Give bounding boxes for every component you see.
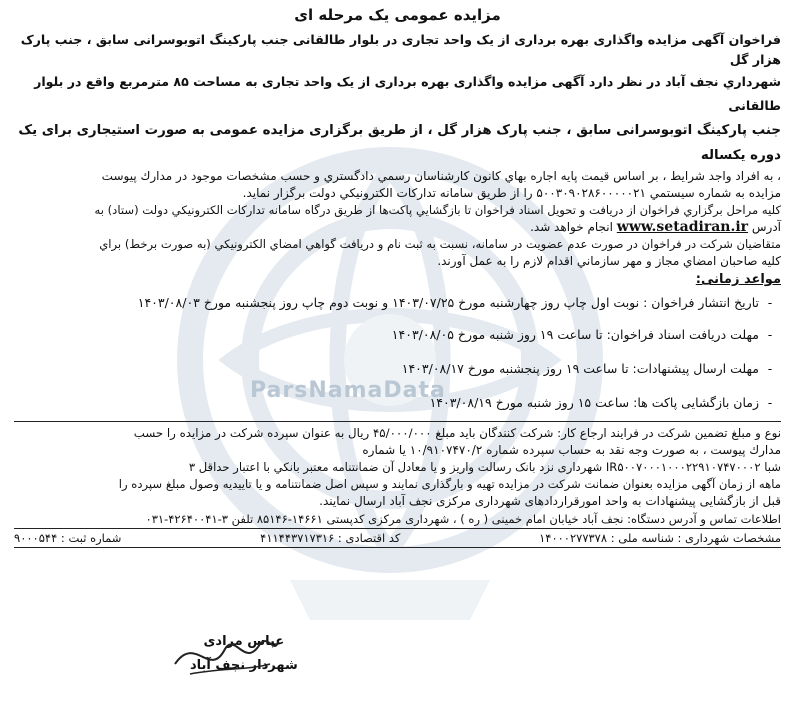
bullet-dash: - bbox=[767, 360, 773, 376]
guarantee-line-5: قبل از بازگشایی پیشنهادات به واحد امورقراردادهای شهرداری مرکزی نجف آباد ارسال نمایند. bbox=[319, 494, 781, 508]
signature-block bbox=[190, 630, 298, 678]
headline-line-3: جنب پارکینگ اتوبوسرانی سابق ، جنب پارک هزار گل ، از طریق برگزاری مزایده عمومی به صورت استیجاری برای یک دوره یکساله bbox=[18, 123, 781, 163]
headline-line-5: مزایده به شماره سيستمي ۵۰۰۳۰۹۰۲۸۶۰۰۰۰۰۲۱ را از طريق سامانه تداركات الكترونيكي دولت برگزار نمايد. bbox=[242, 186, 781, 200]
signer-role: شهردار نجف آباد bbox=[190, 658, 298, 673]
timing-item-text: مهلت دریافت اسناد فراخوان: تا ساعت ۱۹ روز شنبه مورخ ۱۴۰۳/۰۸/۰۵ bbox=[391, 326, 759, 342]
body-para-1-line-2 bbox=[14, 219, 781, 236]
contact-address: اطلاعات تماس و آدرس دستگاه: نجف آباد خیابان امام خمینی ( ره ) ، شهرداری مرکزی کدپستی ۱۴۶۶۱-۸۵۱۴۶ تلفن ۳-۴۲۶۴۰۰۴۱-۰۳۱ bbox=[145, 512, 781, 526]
headline-line-4: ، به افراد واجد شرایط ، بر اساس قیمت پایه اجاره بهاي کانون کارشناسان رسمي دادگستري و حسب مشخصات موجود در مدارك پيوست bbox=[101, 169, 781, 183]
timing-item-opening bbox=[14, 385, 781, 419]
body-para-2-line-1: متقاضيان شركت در فراخوان در صورت عدم عضويت در سامانه، نسبت به ثبت نام و دريافت گواهي امضاي الكترونيكي (به صورت برخط) براي bbox=[99, 237, 781, 251]
timing-item-text: زمان بازگشایی پاکت ها: ساعت ۱۵ روز شنبه مورخ ۱۴۰۳/۰۸/۱۹ bbox=[429, 394, 759, 410]
economic-code: کد اقتصادی : ۴۱۱۴۴۳۷۱۷۳۱۶ bbox=[260, 531, 401, 545]
guarantee-line-2: مدارك پيوست ، به صورت وجه نقد به حساب سپرده شماره ۱۰/۹۱۰۷۴۷۰/۲ یا شماره bbox=[362, 443, 781, 457]
timing-item-text: تاریخ انتشار فراخوان : نوبت اول چاپ روز چهارشنبه مورخ ۱۴۰۳/۰۷/۲۵ و نوبت دوم چاپ روز پنجشنبه مورخ ۱۴۰۳/۰۸/۰۳ bbox=[137, 294, 759, 310]
bullet-dash: - bbox=[767, 394, 773, 410]
guarantee-line-1: نوع و مبلغ تضمین شرکت در فرایند ارجاع کار: شرکت کنندگان باید مبلغ ۴۵/۰۰۰/۰۰۰ ریال به عنوان سپرده شرکت در مزایده را حسب bbox=[133, 426, 781, 440]
bullet-dash: - bbox=[767, 294, 773, 310]
setadiran-link[interactable]: www.setadiran.ir bbox=[616, 219, 749, 235]
watermark-text: ParsNamaData bbox=[250, 378, 446, 403]
address-prefix: آدرس bbox=[751, 220, 781, 234]
headline-line-1: فراخوان آگهی مزایده واگذاری بهره برداری از یک واحد تجاری در بلوار طالقانی جنب پارکینگ اتوبوسرانی سابق ، جنب پارک هزار گل bbox=[20, 32, 781, 67]
timing-item-receive-docs bbox=[14, 317, 781, 351]
address-suffix: انجام خواهد شد. bbox=[530, 220, 613, 234]
guarantee-line-3: شبا IR۵۰۰۷۰۰۰۱۰۰۰۲۲۹۱۰۷۴۷۰۰۰۲ شهرداری نزد بانک رسالت واریز و یا معادل آن ضمانتنامه معتبر بانكي با اعتبار حداقل ۳ bbox=[188, 460, 781, 474]
timing-item-submit-bids bbox=[14, 351, 781, 385]
body-para-2-line-2: كليه صاحبان امضاي مجاز و مهر سازماني اقدام لازم را به عمل آورند. bbox=[437, 254, 781, 268]
bullet-dash: - bbox=[767, 326, 773, 342]
municipality-ids bbox=[14, 528, 781, 548]
national-id: مشخصات شهرداری : شناسه ملی : ۱۴۰۰۰۲۷۷۳۷۸ bbox=[539, 531, 781, 545]
guarantee-line-4: ماهه از زمان آگهی مزایده بعنوان ضمانت شرکت در مزایده تهیه و بارگذاری نمایند و سپس اصل ضمانتنامه و یا تاییدیه وصول مبلغ سپرده را bbox=[118, 477, 781, 491]
notice-content bbox=[14, 6, 781, 548]
body-para-1-line-1: كليه مراحل برگزاري فراخوان از دريافت و تحويل اسناد فراخوان تا بازگشايي پاكت‌ها از طريق درگاه سامانه تداركات الكترونيكي دولت (ستاد) به bbox=[94, 203, 781, 217]
timing-item-text: مهلت ارسال پیشنهادات: تا ساعت ۱۹ روز پنجشنبه مورخ ۱۴۰۳/۰۸/۱۷ bbox=[401, 360, 759, 376]
section-divider bbox=[14, 421, 781, 422]
headline-line-2: شهرداري نجف آباد در نظر دارد آگهی مزایده واگذاری بهره برداری از یک واحد تجاری به مساحت ۸۵ مترمربع واقع در بلوار طالقانی bbox=[34, 74, 781, 113]
registration-number: شماره ثبت : ۹۰۰۰۵۴۴ bbox=[14, 531, 122, 545]
signer-name: عباس مرادی bbox=[203, 634, 285, 649]
timing-heading: مواعد زمانی: bbox=[695, 272, 781, 287]
timing-item-publish bbox=[14, 287, 781, 317]
signature-scribble-icon bbox=[170, 624, 280, 684]
page-title: مزایده عمومی یک مرحله ای bbox=[294, 6, 501, 24]
